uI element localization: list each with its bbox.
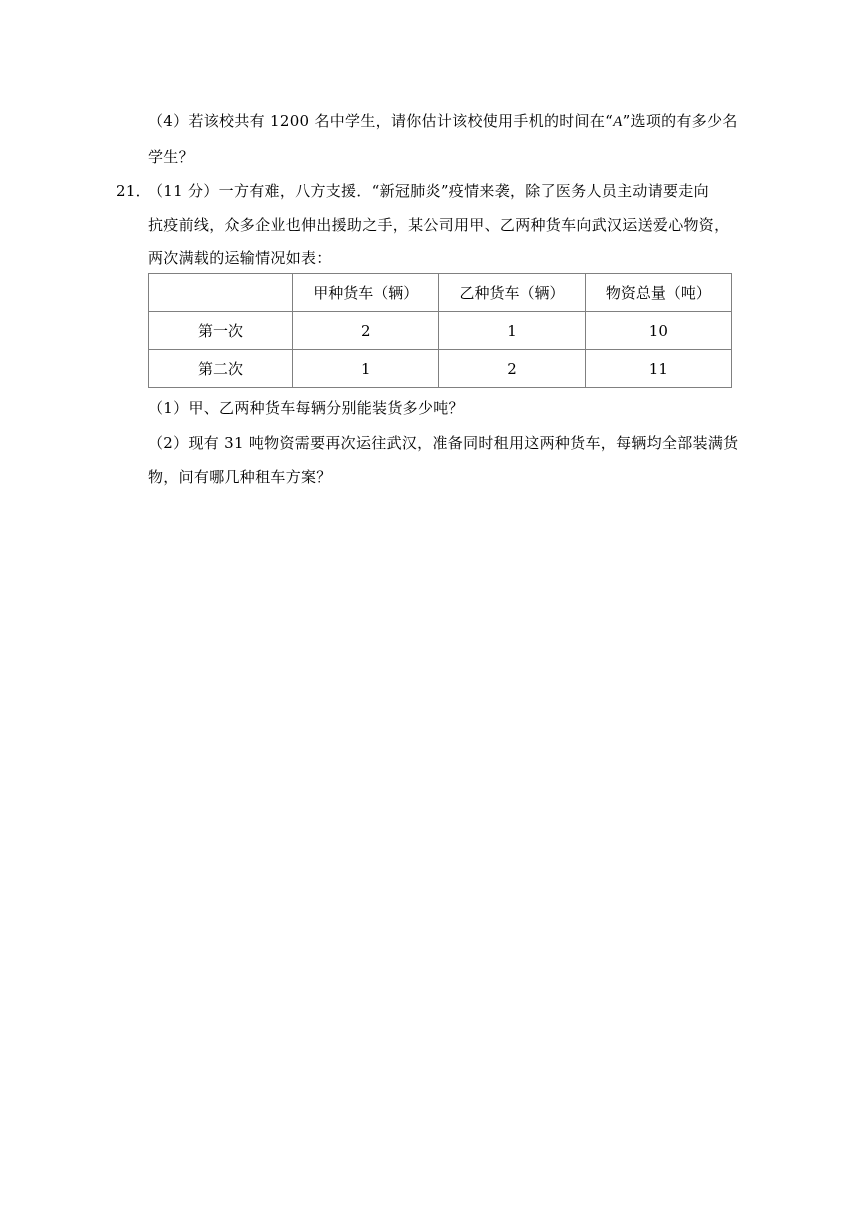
q20-part4-line2: 学生？	[148, 148, 194, 166]
table-row	[149, 312, 732, 350]
table-cell: 2	[293, 312, 439, 350]
table-cell: 第一次	[149, 312, 293, 350]
q21-part2-line1: （2）现有 31 吨物资需要再次运往武汉，准备同时租用这两种货车，每辆均全部装满货	[148, 434, 739, 452]
table-header-cell	[149, 274, 293, 312]
table-header-row	[149, 274, 732, 312]
table-cell: 11	[585, 350, 731, 388]
table-cell: 1	[439, 312, 585, 350]
table-header-cell: 甲种货车（辆）	[293, 274, 439, 312]
table-cell: 10	[585, 312, 731, 350]
q21-line1: （11 分）一方有难，八方支援．“新冠肺炎”疫情来袭，除了医务人员主动请要走向	[148, 182, 709, 200]
q20-part4-line1	[148, 110, 738, 131]
transport-table	[148, 273, 732, 388]
q20-part4-prefix: （4）若该校共有 1200 名中学生，请你估计该校使用手机的时间在“	[148, 112, 614, 130]
q21-line3: 两次满载的运输情况如表：	[148, 249, 332, 267]
option-letter: A	[613, 114, 623, 130]
table-header-cell: 乙种货车（辆）	[439, 274, 585, 312]
table-row	[149, 350, 732, 388]
q21-part2-line2: 物，问有哪几种租车方案？	[148, 468, 332, 486]
table-cell: 第二次	[149, 350, 293, 388]
table-cell: 1	[293, 350, 439, 388]
table-cell: 2	[439, 350, 585, 388]
q20-part4-suffix: ”选项的有多少名	[622, 112, 738, 130]
q21-number: 21．	[116, 182, 151, 200]
q21-line2: 抗疫前线，众多企业也伸出援助之手，某公司用甲、乙两种货车向武汉运送爱心物资，	[148, 216, 730, 234]
table-header-cell: 物资总量（吨）	[585, 274, 731, 312]
q21-part1: （1）甲、乙两种货车每辆分别能装货多少吨？	[148, 399, 464, 417]
